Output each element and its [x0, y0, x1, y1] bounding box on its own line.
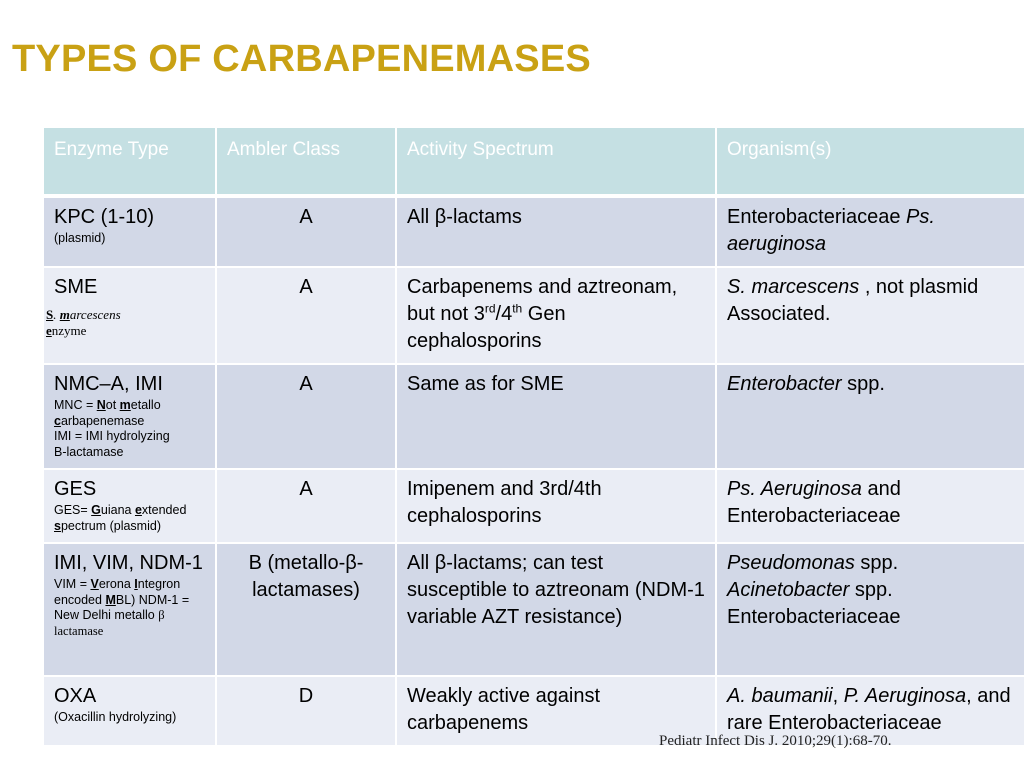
class-cell: B (metallo-β-lactamases) — [216, 543, 396, 676]
enzyme-note: VIM = Verona Integron encoded MBL) NDM-1 = New Delhi metallo β lactamase — [54, 577, 190, 638]
spectrum-cell: Carbapenems and aztreonam, but not 3rd/4th Gen cephalosporins — [396, 267, 716, 364]
table-row — [43, 267, 1024, 364]
organism-cell — [716, 364, 1024, 469]
enzyme-cell — [43, 469, 216, 543]
enzyme-cell — [43, 543, 216, 676]
organism-text: spp. — [849, 579, 893, 601]
organism-italic: Enterobacter — [727, 373, 842, 395]
enzyme-note: GES= Guiana extended spectrum (plasmid) — [54, 503, 187, 533]
header-ambler-class: Ambler Class — [216, 127, 396, 196]
organism-italic: Ps. Aeruginosa — [727, 478, 862, 500]
organism-text: spp. — [854, 552, 899, 574]
enzyme-name: KPC (1-10) — [54, 206, 155, 228]
class-cell: A — [216, 267, 396, 364]
organism-text: , — [832, 685, 844, 707]
organism-italic: Pseudomonas — [727, 552, 855, 574]
enzyme-note: (plasmid) — [54, 231, 106, 245]
organism-cell — [716, 196, 1024, 267]
carbapenemase-table — [42, 126, 1024, 747]
spectrum-cell: All β-lactams; can test susceptible to aztreonam (NDM-1 variable AZT resistance) — [396, 543, 716, 676]
organism-cell — [716, 267, 1024, 364]
enzyme-cell — [43, 196, 216, 267]
table-row — [43, 364, 1024, 469]
header-activity-spectrum: Activity Spectrum — [396, 127, 716, 196]
organism-text: Enterobacteriaceae — [727, 206, 907, 228]
spectrum-cell: Same as for SME — [396, 364, 716, 469]
organism-cell — [716, 543, 1024, 676]
table-header-row — [43, 127, 1024, 196]
class-cell: A — [216, 196, 396, 267]
enzyme-name: OXA — [54, 685, 97, 707]
table-row — [43, 469, 1024, 543]
organism-italic: S. marcescens — [727, 276, 860, 298]
citation: Pediatr Infect Dis J. 2010;29(1):68-70. — [659, 733, 892, 749]
organism-text: Enterobacteriaceae — [727, 606, 901, 628]
organism-text: spp. — [841, 373, 885, 395]
enzyme-name: SME — [54, 276, 98, 298]
enzyme-note: (Oxacillin hydrolyzing) — [54, 710, 177, 724]
organism-text: , not plasmid Associated. — [727, 276, 979, 325]
organism-text: , and rare Enterobacteriaceae — [727, 685, 1011, 734]
spectrum-cell: Imipenem and 3rd/4th cephalosporins — [396, 469, 716, 543]
enzyme-note: MNC = Not metallo carbapenemase IMI = IMI hydrolyzing B-lactamase — [54, 398, 170, 459]
enzyme-note: S. marcescens enzyme — [46, 307, 121, 338]
enzyme-name: NMC–A, IMI — [54, 373, 163, 395]
enzyme-cell — [43, 676, 216, 746]
class-cell: A — [216, 364, 396, 469]
organism-italic: P. Aeruginosa — [843, 685, 967, 707]
enzyme-name: GES — [54, 478, 97, 500]
class-cell: A — [216, 469, 396, 543]
table-row — [43, 543, 1024, 676]
page-title: TYPES OF CARBAPENEMASES — [12, 38, 591, 80]
organism-italic: Acinetobacter — [727, 579, 850, 601]
enzyme-cell — [43, 267, 216, 364]
class-cell: D — [216, 676, 396, 746]
header-organisms: Organism(s) — [716, 127, 1024, 196]
header-enzyme-type: Enzyme Type — [43, 127, 216, 196]
organism-text: and Enterobacteriaceae — [727, 478, 901, 527]
enzyme-name: IMI, VIM, NDM-1 — [54, 552, 203, 574]
table-row — [43, 196, 1024, 267]
organism-italic: A. baumanii — [727, 685, 833, 707]
enzyme-cell — [43, 364, 216, 469]
organism-italic: Ps. aeruginosa — [727, 206, 935, 255]
spectrum-cell: All β-lactams — [396, 196, 716, 267]
spectrum-cell: Weakly active against carbapenems — [396, 676, 716, 746]
organism-cell — [716, 469, 1024, 543]
